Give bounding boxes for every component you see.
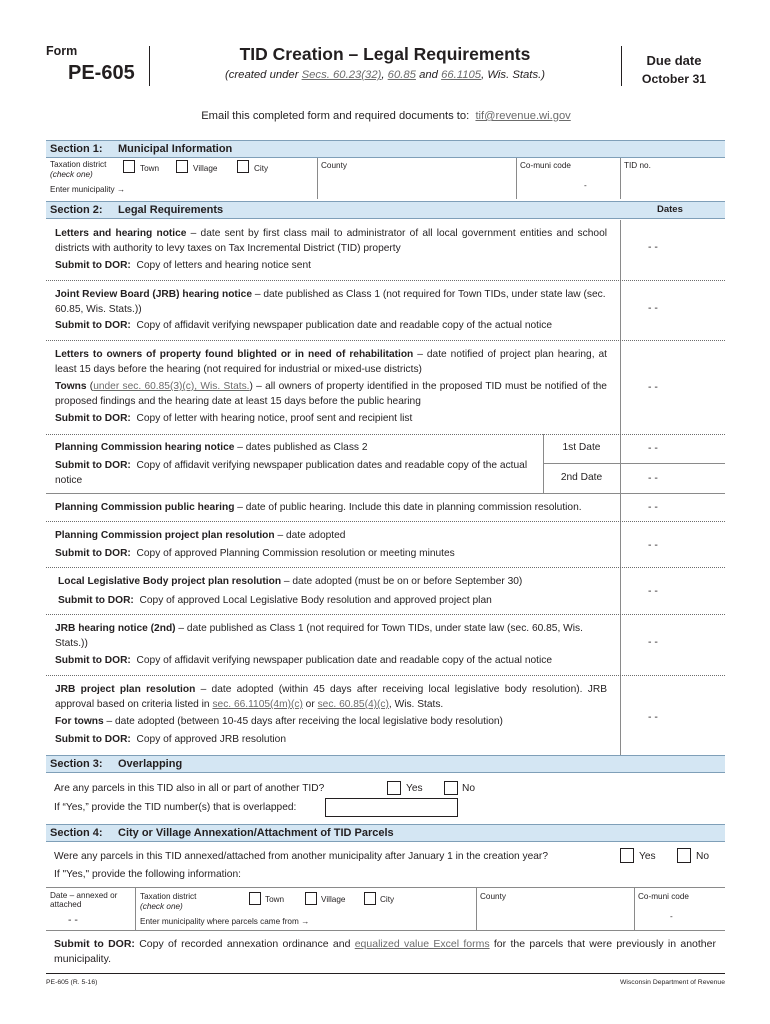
divider (634, 887, 635, 930)
date-input-2[interactable]: - - (648, 302, 658, 314)
date-input-3[interactable]: - - (648, 381, 658, 393)
row-divider (46, 567, 725, 568)
form-label: Form (46, 44, 78, 58)
row-submit: Submit to DOR: Copy of approved Planning Commission resolution or meeting minutes (55, 548, 455, 559)
statute-link-2[interactable]: 60.85 (387, 69, 416, 81)
town-label: Town (140, 164, 160, 173)
row-towns-jrb: For towns – date adopted (between 10-45 days after receiving the local legislative body resolution) (55, 716, 503, 727)
footer-agency: Wisconsin Department of Revenue (619, 979, 725, 986)
county-label: County (321, 161, 347, 170)
annex-village-checkbox[interactable] (305, 892, 317, 905)
divider (543, 463, 620, 464)
row-divider (46, 521, 725, 522)
footer-form-revision: PE-605 (R. 5-16) (46, 979, 98, 986)
row-divider (46, 614, 725, 615)
annex-town-checkbox[interactable] (249, 892, 261, 905)
row-divider (46, 675, 725, 676)
row-submit: Submit to DOR: Copy of affidavit verifying newspaper publication dates and readable copy of the actual notice (55, 460, 528, 486)
annex-county-label: County (480, 892, 506, 901)
section3-header: Section 3: Overlapping (46, 755, 725, 773)
equalized-value-forms-link[interactable]: equalized value Excel forms (354, 938, 490, 950)
section1-header: Section 1: Municipal Information (46, 140, 725, 158)
date-input-9[interactable]: - - (648, 711, 658, 723)
section4-header: Section 4: City or Village Annexation/Attachment of TID Parcels (46, 824, 725, 842)
dates-column-header: Dates (657, 204, 683, 215)
divider (135, 887, 136, 930)
overlap-if-yes-label: If “Yes,” provide the TID number(s) that is overlapped: (54, 802, 297, 813)
annex-comuni-input[interactable]: - (670, 912, 673, 921)
statute-link[interactable]: under sec. 60.85(3)(c), Wis. Stats. (93, 381, 250, 392)
due-date: October 31 (641, 72, 707, 86)
annex-date-label: Date – annexed or attached (50, 891, 118, 909)
row-divider (46, 493, 725, 494)
overlap-no-label: No (462, 783, 476, 794)
village-label: Village (193, 164, 218, 173)
annex-comuni-label: Co-muni code (638, 892, 689, 901)
page-subtitle: (created under Secs. 60.23(32), 60.85 and 66.1105, Wis. Stats.) (224, 69, 545, 81)
divider (620, 463, 725, 464)
overlap-question: Are any parcels in this TID also in all or part of another TID? (54, 783, 325, 794)
annex-taxation-district-label: Taxation district (140, 892, 197, 901)
form-number: PE-605 (68, 62, 135, 84)
date-input-1[interactable]: - - (648, 241, 658, 253)
annex-submit-text: Submit to DOR: Copy of recorded annexation ordinance and equalized value Excel forms for the parcels that were previously in another municipality. (54, 938, 716, 965)
annex-yes-label: Yes (639, 851, 656, 862)
row-submit: Submit to DOR: Copy of approved Local Legislative Body resolution and approved project plan (58, 595, 492, 606)
row-towns-notice: Towns (under sec. 60.85(3)(c), Wis. Stats.) – all owners of property identified in the proposed TID must be notified of the proposed findings and the hearing date at least 15 days before the public hearing (55, 381, 607, 407)
row-planning-resolution: Planning Commission project plan resolution – date adopted (55, 530, 346, 541)
overlap-no-checkbox[interactable] (444, 781, 458, 795)
row-divider (46, 340, 725, 341)
row-submit: Submit to DOR: Copy of affidavit verifying newspaper publication date and readable copy of the actual notice (55, 655, 553, 666)
comuni-input[interactable]: - (584, 181, 587, 190)
city-label: City (254, 164, 269, 173)
town-checkbox[interactable] (123, 160, 135, 173)
check-one-label: (check one) (50, 170, 93, 179)
row-divider (46, 434, 725, 435)
email-instruction: Email this completed form and required documents to: tif@revenue.wi.gov (201, 110, 571, 122)
overlap-yes-label: Yes (406, 783, 423, 794)
overlap-yes-checkbox[interactable] (387, 781, 401, 795)
email-link[interactable]: tif@revenue.wi.gov (475, 110, 571, 122)
enter-municipality-label: Enter municipality → (50, 185, 126, 194)
annex-yes-checkbox[interactable] (620, 848, 634, 863)
row-legislative-resolution: Local Legislative Body project plan resolution – date adopted (must be on or before September 30) (58, 576, 523, 587)
annex-question: Were any parcels in this TID annexed/attached from another municipality after January 1 in the creation year? (54, 851, 548, 862)
annex-town-label: Town (265, 895, 285, 904)
annex-date-input[interactable]: - - (68, 914, 78, 926)
row-jrb-resolution: JRB project plan resolution – date adopted (within 45 days after receiving local legislative body resolution). JRB approval based on criteria listed in sec. 66.1105(4m)(c) or sec. 60.85(4)(c), Wis. Stats. (55, 684, 607, 710)
due-date-label: Due date (646, 53, 702, 68)
footer-rule (46, 973, 725, 974)
annex-enter-muni-label: Enter municipality where parcels came from → (140, 917, 310, 926)
city-checkbox[interactable] (237, 160, 249, 173)
row-jrb-hearing-notice: Joint Review Board (JRB) hearing notice – date published as Class 1 (not required for Town TIDs, under state law (sec. 60.85, Wis. Stats.)) (55, 289, 606, 315)
date-input-4a[interactable]: - - (648, 442, 658, 454)
statute-link-1[interactable]: Secs. 60.23(32) (301, 69, 382, 81)
statute-link-3[interactable]: 66.1105 (441, 69, 482, 81)
row-letters-hearing-notice: Letters and hearing notice – date sent by first class mail to administrator of all local government entities and school districts with authority to levy taxes on Tax Incremental District (TID) property (55, 228, 608, 254)
divider (476, 887, 477, 930)
row-submit: Submit to DOR: Copy of letter with hearing notice, proof sent and recipient list (55, 413, 413, 424)
annex-check-one-label: (check one) (140, 902, 183, 911)
annex-if-yes-label: If "Yes," provide the following information: (54, 869, 241, 880)
second-date-label: 2nd Date (560, 472, 603, 483)
row-jrb-hearing-notice-2: JRB hearing notice (2nd) – date published as Class 1 (not required for Town TIDs, under state law (sec. 60.85, Wis. Stats.)) (55, 623, 583, 649)
annex-village-label: Village (321, 895, 346, 904)
date-input-8[interactable]: - - (648, 636, 658, 648)
village-checkbox[interactable] (176, 160, 188, 173)
annex-no-label: No (696, 851, 710, 862)
row-submit: Submit to DOR: Copy of affidavit verifying newspaper publication date and readable copy of the actual notice (55, 320, 553, 331)
comuni-label: Co-muni code (520, 161, 571, 170)
date-input-5[interactable]: - - (648, 501, 658, 513)
divider (516, 158, 517, 199)
page-title: TID Creation – Legal Requirements (239, 44, 531, 64)
row-blighted-letters: Letters to owners of property found blighted or in need of rehabilitation – date notified of project plan hearing, at least 15 days before the hearing (not required for industrial or mixed-use districts) (55, 349, 607, 375)
date-input-6[interactable]: - - (648, 539, 658, 551)
statute-link[interactable]: sec. 66.1105(4m)(c) (212, 699, 303, 710)
statute-link[interactable]: sec. 60.85(4)(c) (317, 699, 389, 710)
row-planning-public-hearing: Planning Commission public hearing – date of public hearing. Include this date in planning commission resolution. (55, 502, 582, 513)
section2-header: Section 2: Legal Requirements Dates (46, 201, 725, 219)
first-date-label: 1st Date (562, 442, 601, 453)
taxation-district-label: Taxation district (50, 160, 107, 169)
date-input-7[interactable]: - - (648, 585, 658, 597)
row-submit: Submit to DOR: Copy of approved JRB resolution (55, 734, 287, 745)
divider (46, 887, 725, 888)
annex-city-label: City (380, 895, 395, 904)
tid-no-label: TID no. (624, 161, 651, 170)
overlap-tid-input[interactable] (325, 798, 458, 817)
divider (317, 158, 318, 199)
row-divider (46, 280, 725, 281)
annex-no-checkbox[interactable] (677, 848, 691, 863)
row-submit: Submit to DOR: Copy of letters and hearing notice sent (55, 260, 311, 271)
row-planning-hearing-notice: Planning Commission hearing notice – dates published as Class 2 (55, 442, 368, 453)
date-input-4b[interactable]: - - (648, 472, 658, 484)
divider (46, 930, 725, 931)
annex-city-checkbox[interactable] (364, 892, 376, 905)
divider (620, 158, 621, 199)
